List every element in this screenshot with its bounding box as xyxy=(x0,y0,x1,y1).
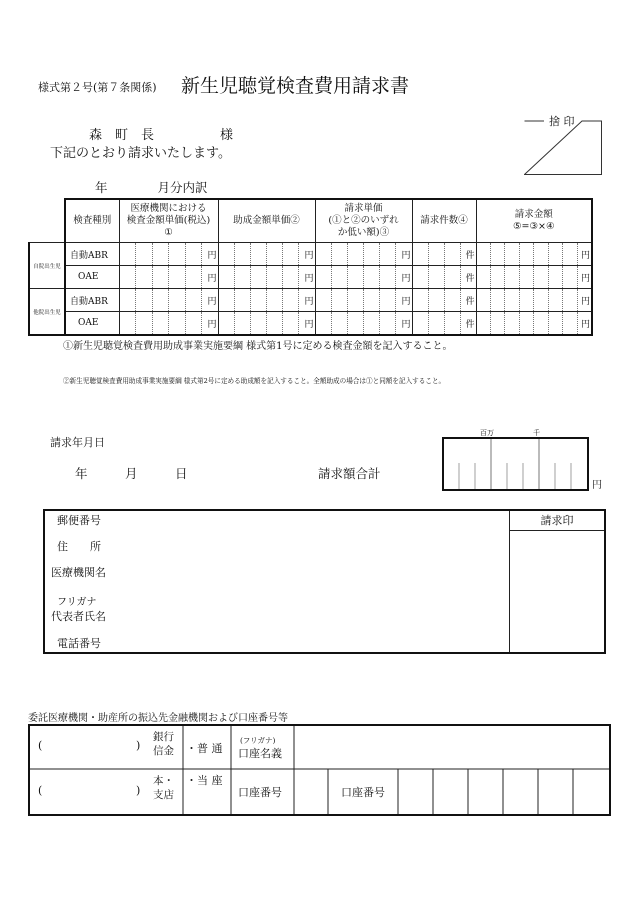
branch-paren-close: ) xyxy=(136,784,141,797)
count-cell[interactable]: 件 xyxy=(412,312,476,336)
account-number-label: 口座番号 xyxy=(238,786,282,799)
digit-million-marker: 百万 xyxy=(480,429,494,437)
phone-label: 電話番号 xyxy=(57,637,101,650)
row-label: 自動ABR xyxy=(65,243,119,266)
discard-stamp-box[interactable] xyxy=(524,115,602,175)
exam-fee-cell[interactable]: 円 xyxy=(119,312,218,336)
claim-date-label: 請求年月日 xyxy=(50,436,105,449)
count-cell[interactable]: 件 xyxy=(412,243,476,266)
addressee-town: 森 町 長 xyxy=(89,128,155,143)
bank-name-field[interactable] xyxy=(38,730,143,766)
unit-price-cell[interactable]: 円 xyxy=(315,266,412,289)
exam-fee-cell[interactable]: 円 xyxy=(119,266,218,289)
note-1: ①新生児聴覚検査費用助成事業実施要綱 様式第1号に定める検査金額を記入すること。 xyxy=(63,341,453,352)
total-unit-yen: 円 xyxy=(592,480,602,491)
amount-cell[interactable]: 円 xyxy=(476,289,592,312)
unit-price-cell[interactable]: 円 xyxy=(315,243,412,266)
exam-fee-cell[interactable]: 円 xyxy=(119,289,218,312)
bank-name-paren-close: ) xyxy=(136,739,141,752)
count-cell[interactable]: 件 xyxy=(412,266,476,289)
postal-code-label: 郵便番号 xyxy=(57,514,101,527)
seal-label: 請求印 xyxy=(510,511,604,531)
address-label: 住 所 xyxy=(57,540,101,553)
discard-stamp-label: 捨 印 xyxy=(549,115,575,128)
table-row xyxy=(29,243,592,266)
account-type-current[interactable]: ・当 座 xyxy=(186,774,223,787)
row-label: OAE xyxy=(65,266,119,289)
exam-fee-cell[interactable]: 円 xyxy=(119,243,218,266)
breakdown-period: 年 月分内訳 xyxy=(95,180,208,195)
account-name-furigana: (フリガナ) xyxy=(240,736,276,745)
branch-type: 本・ 支店 xyxy=(153,775,174,801)
account-name-label: 口座名義 xyxy=(238,747,282,760)
subsidy-cell[interactable]: 円 xyxy=(218,266,315,289)
addressee-honorific: 様 xyxy=(220,128,234,143)
col-exam-type: 検査種別 xyxy=(65,199,119,243)
count-cell[interactable]: 件 xyxy=(412,289,476,312)
seal-column[interactable] xyxy=(509,511,604,652)
col-unit-price: 請求単価 (①と②のいずれ か低い額)③ xyxy=(315,199,412,243)
group-other-birth: 他院出生児 xyxy=(29,289,65,336)
claim-date-fields[interactable]: 年 月 日 xyxy=(75,466,188,481)
institution-name-label: 医療機関名 xyxy=(51,566,106,579)
bank-section-title: 委託医療機関・助産所の振込先金融機関および口座番号等 xyxy=(28,713,288,724)
form-title: 新生児聴覚検査費用請求書 xyxy=(181,75,410,97)
subsidy-cell[interactable]: 円 xyxy=(218,312,315,336)
account-type-normal[interactable]: ・普 通 xyxy=(186,742,223,755)
bank-name-paren-open: ( xyxy=(38,739,43,752)
branch-name-field[interactable] xyxy=(38,773,143,809)
institution-info-box xyxy=(43,509,606,654)
furigana-label: フリガナ xyxy=(57,597,97,608)
table-row xyxy=(29,312,592,336)
digit-thousand-marker: 千 xyxy=(533,429,540,437)
amount-cell[interactable]: 円 xyxy=(476,266,592,289)
row-label: OAE xyxy=(65,312,119,336)
subsidy-cell[interactable]: 円 xyxy=(218,243,315,266)
breakdown-table xyxy=(28,198,593,336)
group-own-birth: 自院出生児 xyxy=(29,243,65,289)
row-label: 自動ABR xyxy=(65,289,119,312)
account-name-field[interactable] xyxy=(296,728,604,767)
col-subsidy: 助成金額単価② xyxy=(218,199,315,243)
claim-total-label: 請求額合計 xyxy=(318,466,381,481)
col-exam-fee: 医療機関における 検査金額単価(税込) ① xyxy=(119,199,218,243)
request-statement: 下記のとおり請求いたします。 xyxy=(50,146,231,161)
account-number-label-2: 口座番号 xyxy=(341,786,385,799)
branch-paren-open: ( xyxy=(38,784,43,797)
note-2: ②新生児聴覚検査費用助成事業実施要綱 様式第2号に定める助成額を記入すること。全額助成の場合は①と同額を記入すること。 xyxy=(63,377,446,385)
bank-type: 銀行 信金 xyxy=(153,731,174,757)
amount-cell[interactable]: 円 xyxy=(476,312,592,336)
subsidy-cell[interactable]: 円 xyxy=(218,289,315,312)
table-row xyxy=(29,289,592,312)
bank-account-table xyxy=(28,724,611,816)
col-count: 請求件数④ xyxy=(412,199,476,243)
amount-cell[interactable]: 円 xyxy=(476,243,592,266)
account-number-field[interactable] xyxy=(400,771,605,811)
unit-price-cell[interactable]: 円 xyxy=(315,312,412,336)
col-amount: 請求金額 ⑤=③×④ xyxy=(476,199,592,243)
table-row xyxy=(29,266,592,289)
claim-total-box[interactable] xyxy=(442,437,589,491)
unit-price-cell[interactable]: 円 xyxy=(315,289,412,312)
representative-label: 代表者氏名 xyxy=(51,610,106,623)
form-reference: 様式第２号(第７条関係) xyxy=(38,81,157,94)
